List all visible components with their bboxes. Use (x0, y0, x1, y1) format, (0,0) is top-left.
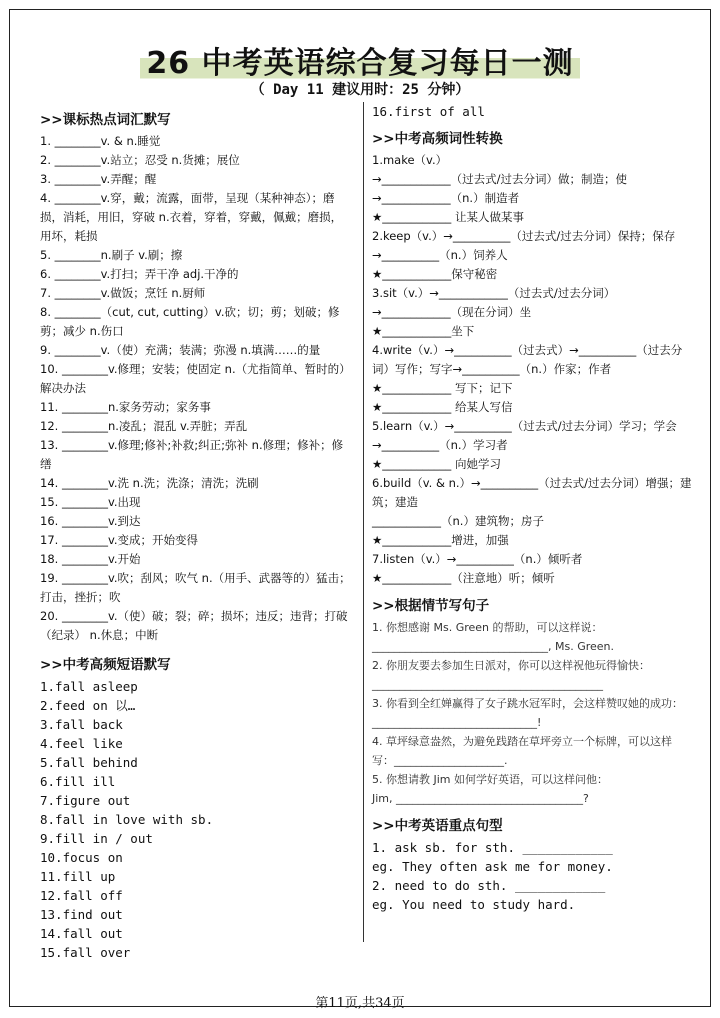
vocab-item: 11. ________n.家务劳动；家务事 (40, 400, 211, 414)
wordform-line: ★____________（注意地）听；倾听 (372, 571, 555, 585)
situation-item: 4. 草坪绿意盎然，为避免践踏在草坪旁立一个标牌，可以这样写：____________________. (372, 735, 672, 767)
phrase-item: 11.fill up (40, 869, 116, 884)
vocab-item: 20. ________v.（使）破；裂；碎；损坏；违反；违背；打破（纪录） n.休息；中断 (40, 609, 348, 642)
wordform-line: 2.keep（v.）→__________（过去式/过去分词）保持；保存→__________（n.）饲养人 (372, 229, 676, 262)
vocab-item: 17. ________v.变成；开始变得 (40, 533, 199, 547)
vocab-item: 5. ________n.刷子 v.刷；擦 (40, 248, 183, 262)
wordform-list (372, 151, 692, 588)
vocab-item: 10. ________v.修理；安装；使固定 n.（尤指简单、暂时的）解决办法 (40, 362, 351, 395)
vocab-item: 6. ________v.打扫；弄干净 adj.干净的 (40, 267, 239, 281)
situation-item: 3. 你看到全红婵赢得了女子跳水冠军时，会这样赞叹她的成功：______________________________! (372, 697, 683, 729)
wordform-line: ★____________增进，加强 (372, 533, 509, 547)
sentence-list (372, 838, 692, 914)
vocab-item: 1. ________v. & n.睡觉 (40, 134, 161, 148)
phrase-list-continued (372, 102, 692, 121)
situation-item: 1. 你想感谢 Ms. Green 的帮助，可以这样说： (372, 621, 603, 634)
phrase-item: 13.find out (40, 907, 123, 922)
wordform-line: 6.build（v. & n.）→__________（过去式/过去分词）增强；建筑；建造 (372, 476, 692, 509)
phrase-item: 8.fall in love with sb. (40, 812, 214, 827)
wordform-line: ★____________ 给某人写信 (372, 400, 513, 414)
situation-item: Jim, __________________________________? (372, 792, 589, 805)
phrase-item: 1.fall asleep (40, 679, 138, 694)
vocab-heading: >>课标热点词汇默写 (40, 112, 171, 128)
situation-list (372, 618, 692, 808)
vocab-item: 12. ________n.凌乱；混乱 v.弄脏；弄乱 (40, 419, 248, 433)
phrase-item: 9.fill in / out (40, 831, 153, 846)
page-subtitle: （ Day 11 建议用时：25 分钟） (250, 82, 470, 98)
phrase-item: 12.fall off (40, 888, 123, 903)
phrase-item: 7.figure out (40, 793, 131, 808)
situation-heading: >>根据情节写句子 (372, 598, 490, 614)
sentence-item: eg. They often ask me for money. (372, 859, 613, 874)
situation-item: ________________________________, Ms. Green. (372, 640, 615, 653)
wordform-heading: >>中考高频词性转换 (372, 131, 503, 147)
vocab-item: 8. ________（cut, cut, cutting）v.砍；切；剪；划破；修剪；减少 n.伤口 (40, 305, 340, 338)
wordform-line: →____________（n.）制造者 (372, 191, 520, 205)
vocab-item: 4. ________v.穿，戴；流露，面带，呈现（某种神态）；磨损，消耗，用旧，穿破 n.衣着，穿着，穿戴，佩戴；磨损，用坏，耗损 (40, 191, 343, 243)
wordform-line: →____________（过去式/过去分词）做；制造；使 (372, 172, 628, 186)
vocab-list (40, 132, 352, 645)
sentence-item: 2. need to do sth. ____________ (372, 878, 606, 893)
phrase-item: 3.fall back (40, 717, 123, 732)
vocab-item: 16. ________v.到达 (40, 514, 141, 528)
vocab-item: 19. ________v.吹；刮风；吹气 n.（用手、武器等的）猛击；打击，挫折；吹 (40, 571, 351, 604)
right-column (372, 102, 692, 914)
left-column (40, 102, 352, 962)
wordform-line: ★____________保守秘密 (372, 267, 498, 281)
phrase-item: 2.feed on 以… (40, 698, 136, 713)
wordform-line: 4.write（v.）→__________（过去式）→__________（过去分词）写作；写字→__________（n.）作家；作者 (372, 343, 683, 376)
phrase-item: 5.fall behind (40, 755, 138, 770)
situation-item: 5. 你想请教 Jim 如何学好英语，可以这样问他： (372, 773, 608, 786)
page-title: 26 中考英语综合复习每日一测 (0, 38, 720, 82)
vocab-item: 14. ________v.洗 n.洗；洗涤；清洗；洗刷 (40, 476, 259, 490)
phrase-item: 6.fill ill (40, 774, 116, 789)
wordform-line: ____________（n.）建筑物；房子 (372, 514, 544, 528)
phrase-item: 10.focus on (40, 850, 123, 865)
wordform-line: →____________（现在分词）坐 (372, 305, 532, 319)
wordform-line: ★____________ 向她学习 (372, 457, 501, 471)
column-divider (363, 102, 364, 942)
wordform-line: 7.listen（v.）→__________（n.）倾听者 (372, 552, 583, 566)
vocab-item: 15. ________v.出现 (40, 495, 141, 509)
wordform-line: ★____________ 写下；记下 (372, 381, 513, 395)
phrase-item: 15.fall over (40, 945, 131, 960)
vocab-item: 3. ________v.弄醒；醒 (40, 172, 157, 186)
vocab-item: 7. ________v.做饭；烹饪 n.厨师 (40, 286, 206, 300)
sentence-heading: >>中考英语重点句型 (372, 818, 503, 834)
situation-item: __________________________________________ (372, 678, 603, 691)
phrase-list (40, 677, 352, 962)
sentence-item: 1. ask sb. for sth. ____________ (372, 840, 613, 855)
vocab-item: 9. ________v.（使）充满；装满；弥漫 n.填满……的量 (40, 343, 321, 357)
wordform-line: ★____________ 让某人做某事 (372, 210, 524, 224)
wordform-line: ★____________坐下 (372, 324, 475, 338)
phrase-item: 4.feel like (40, 736, 123, 751)
wordform-line: 1.make（v.） (372, 153, 448, 167)
phrase-item: 16.first of all (372, 104, 485, 119)
vocab-item: 2. ________v.站立；忍受 n.货摊；展位 (40, 153, 240, 167)
page-footer: 第11页,共34页 (315, 996, 405, 1011)
vocab-item: 18. ________v.开始 (40, 552, 141, 566)
wordform-line: 3.sit（v.）→____________（过去式/过去分词） (372, 286, 616, 300)
situation-item: 2. 你朋友要去参加生日派对，你可以这样祝他玩得愉快： (372, 659, 650, 672)
phrase-item: 14.fall out (40, 926, 123, 941)
sentence-item: eg. You need to study hard. (372, 897, 576, 912)
phrase-heading: >>中考高频短语默写 (40, 657, 171, 673)
wordform-line: 5.learn（v.）→__________（过去式/过去分词）学习；学会→__________（n.）学习者 (372, 419, 677, 452)
vocab-item: 13. ________v.修理;修补;补救;纠正;弥补 n.修理；修补；修缮 (40, 438, 344, 471)
